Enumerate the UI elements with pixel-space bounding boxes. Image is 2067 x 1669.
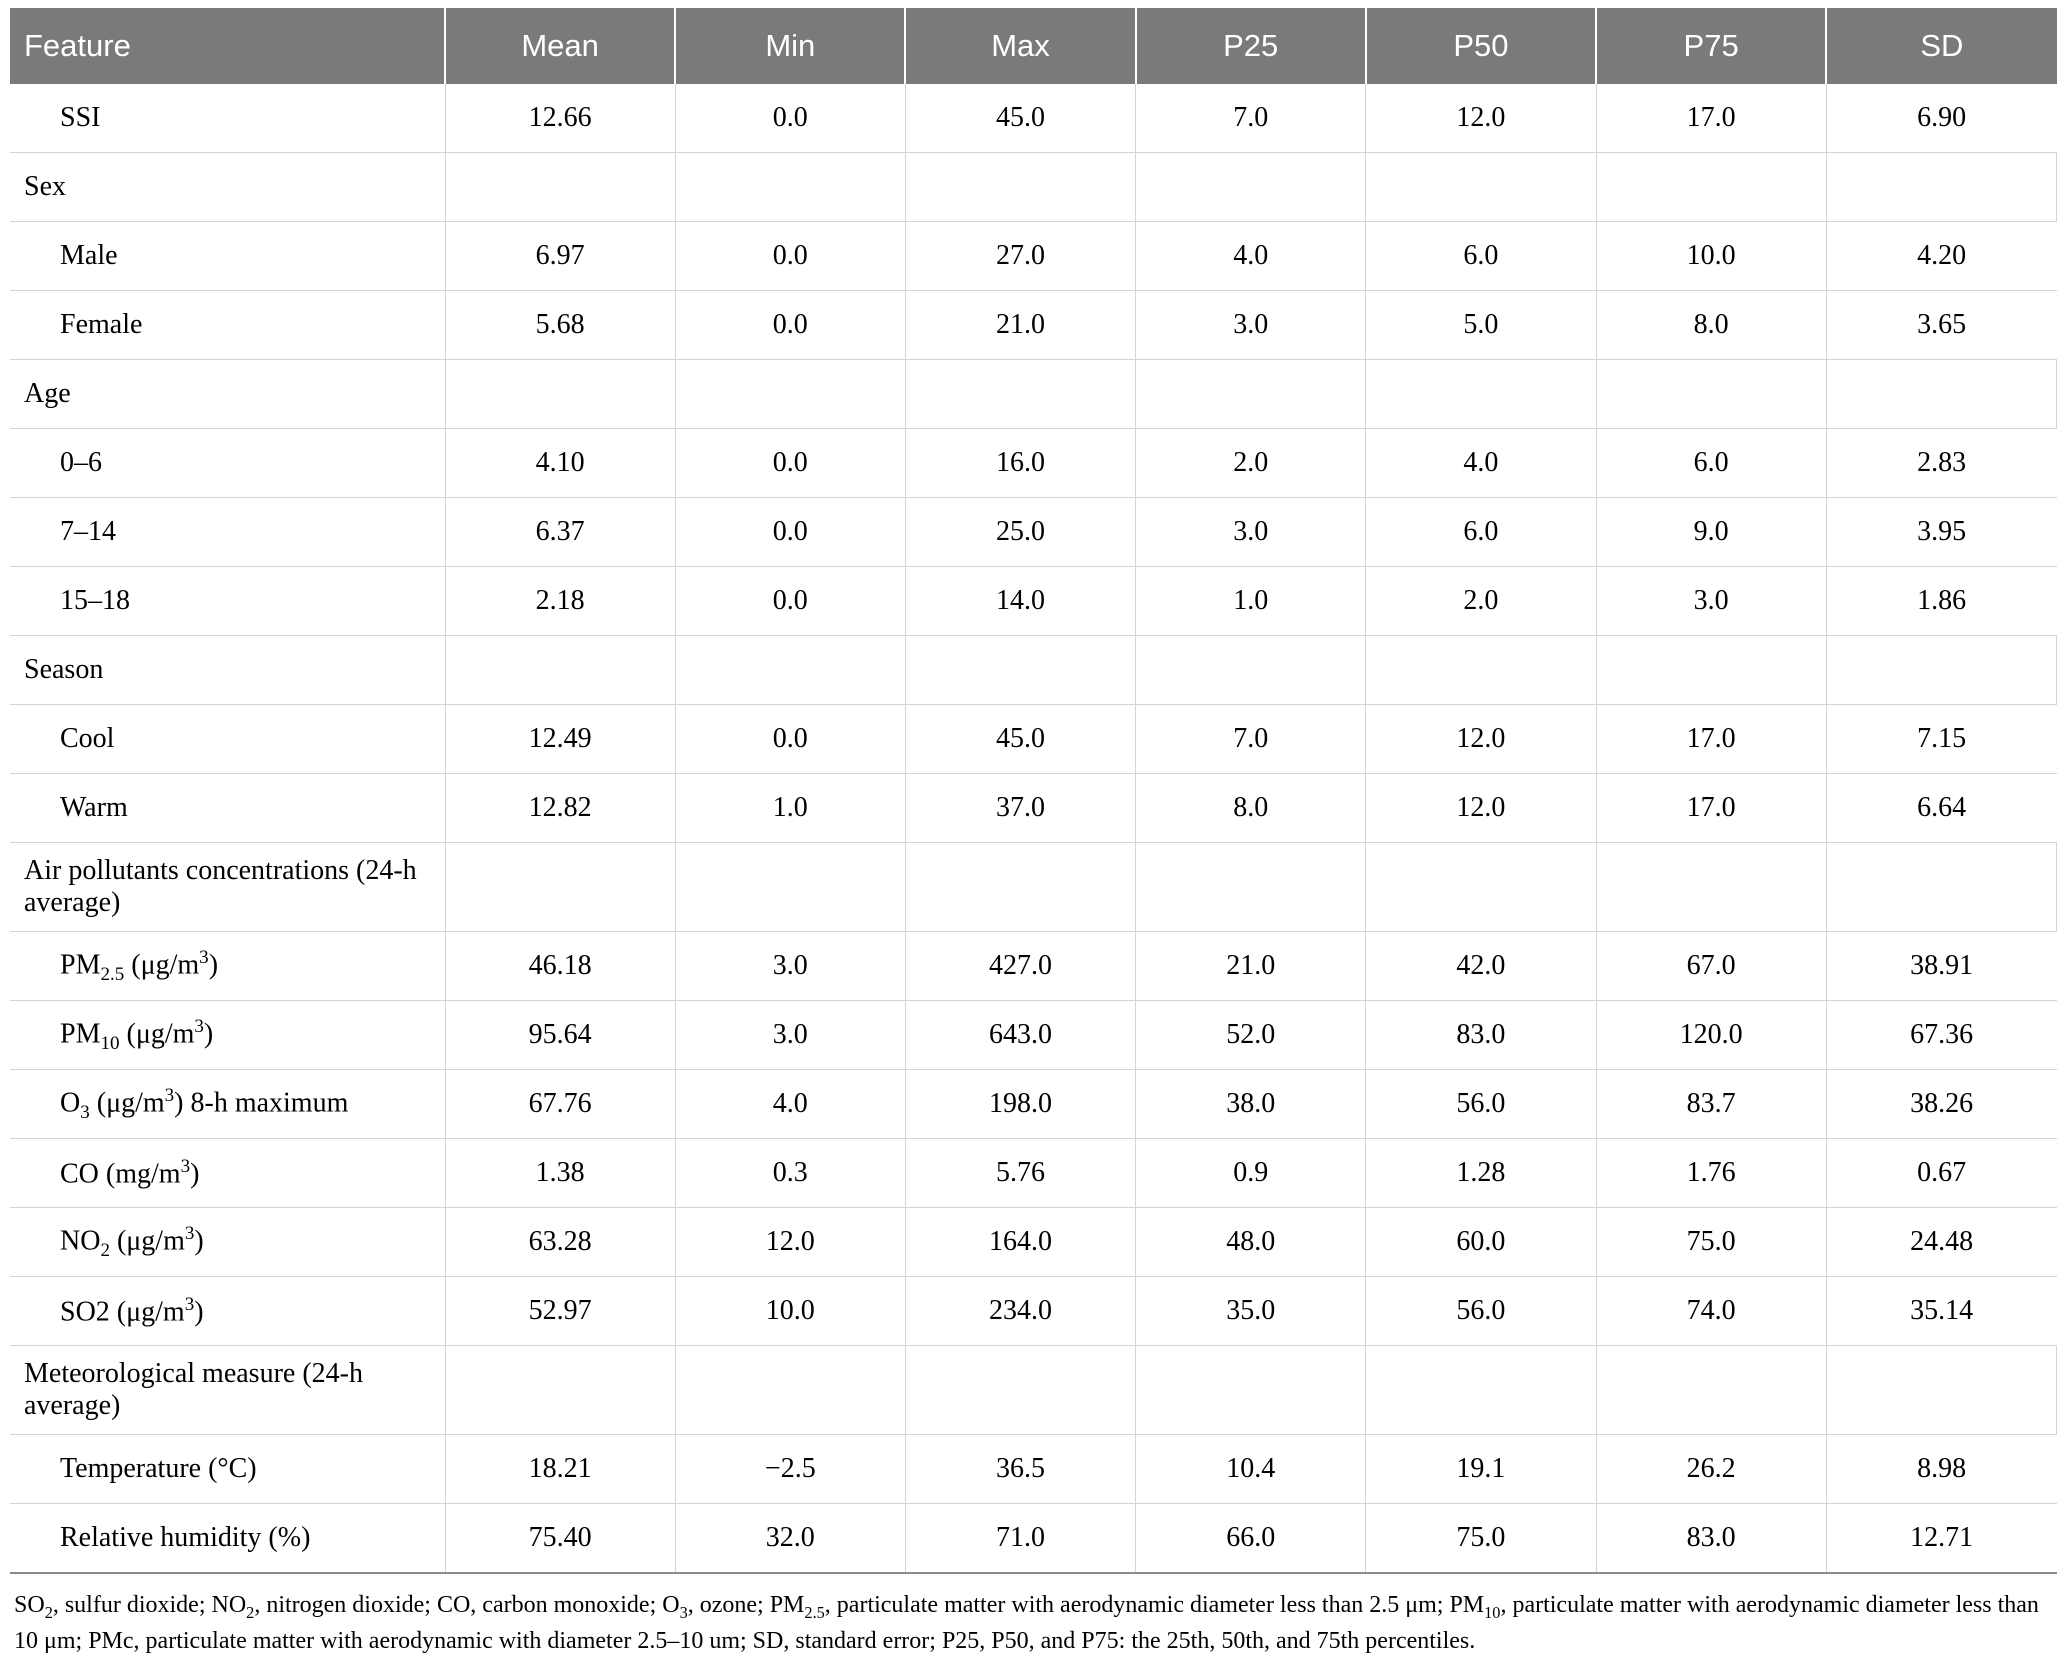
cell-mean: 75.40	[445, 1504, 675, 1574]
cell-p75: 3.0	[1596, 567, 1826, 636]
cell-p50: 19.1	[1366, 1435, 1596, 1504]
cell-mean: 52.97	[445, 1277, 675, 1346]
cell-p75: 9.0	[1596, 498, 1826, 567]
row-label: Cool	[10, 705, 445, 774]
cell-p50	[1366, 153, 1596, 222]
cell-sd: 7.15	[1826, 705, 2056, 774]
cell-p50	[1366, 843, 1596, 932]
cell-p25: 52.0	[1136, 1001, 1366, 1070]
cell-sd: 6.64	[1826, 774, 2056, 843]
cell-p25	[1136, 636, 1366, 705]
cell-max: 427.0	[905, 932, 1135, 1001]
cell-p50	[1366, 636, 1596, 705]
row-label: 7–14	[10, 498, 445, 567]
cell-mean: 1.38	[445, 1139, 675, 1208]
cell-mean	[445, 153, 675, 222]
column-header-feature: Feature	[10, 8, 445, 84]
table-group-row	[10, 360, 2057, 429]
cell-min: 12.0	[675, 1208, 905, 1277]
table-group-row	[10, 1346, 2057, 1435]
cell-p50	[1366, 360, 1596, 429]
cell-p50: 6.0	[1366, 498, 1596, 567]
cell-sd	[1826, 360, 2056, 429]
cell-p75: 75.0	[1596, 1208, 1826, 1277]
cell-p75: 26.2	[1596, 1435, 1826, 1504]
cell-min	[675, 153, 905, 222]
cell-p50: 5.0	[1366, 291, 1596, 360]
row-label: Female	[10, 291, 445, 360]
table-group-row	[10, 636, 2057, 705]
cell-p25: 8.0	[1136, 774, 1366, 843]
cell-p25: 1.0	[1136, 567, 1366, 636]
column-header-p75: P75	[1596, 8, 1826, 84]
cell-min: 32.0	[675, 1504, 905, 1574]
cell-p25	[1136, 843, 1366, 932]
cell-sd: 3.65	[1826, 291, 2056, 360]
cell-p50: 12.0	[1366, 774, 1596, 843]
cell-max	[905, 360, 1135, 429]
cell-p75	[1596, 843, 1826, 932]
cell-p75	[1596, 636, 1826, 705]
cell-p75: 17.0	[1596, 705, 1826, 774]
cell-p75: 1.76	[1596, 1139, 1826, 1208]
cell-max: 164.0	[905, 1208, 1135, 1277]
cell-sd: 2.83	[1826, 429, 2056, 498]
cell-p25: 38.0	[1136, 1070, 1366, 1139]
cell-min: 10.0	[675, 1277, 905, 1346]
row-label: Season	[10, 636, 445, 705]
table-row	[10, 1001, 2057, 1070]
cell-min: 4.0	[675, 1070, 905, 1139]
cell-mean	[445, 1346, 675, 1435]
cell-p50: 83.0	[1366, 1001, 1596, 1070]
cell-p50: 6.0	[1366, 222, 1596, 291]
cell-max: 198.0	[905, 1070, 1135, 1139]
cell-p50: 56.0	[1366, 1277, 1596, 1346]
cell-p75: 83.0	[1596, 1504, 1826, 1574]
cell-p75: 6.0	[1596, 429, 1826, 498]
cell-min: 0.0	[675, 429, 905, 498]
cell-p25: 66.0	[1136, 1504, 1366, 1574]
cell-max	[905, 153, 1135, 222]
cell-mean: 12.82	[445, 774, 675, 843]
cell-p75: 120.0	[1596, 1001, 1826, 1070]
row-label: SO2 $(\mu g/m^3)$	[10, 1277, 445, 1346]
table-row	[10, 1208, 2057, 1277]
cell-sd: 35.14	[1826, 1277, 2056, 1346]
column-header-sd: SD	[1826, 8, 2056, 84]
cell-mean: 18.21	[445, 1435, 675, 1504]
cell-min	[675, 636, 905, 705]
cell-mean	[445, 636, 675, 705]
column-header-min: Min	[675, 8, 905, 84]
cell-sd	[1826, 153, 2056, 222]
cell-p50: 1.28	[1366, 1139, 1596, 1208]
table-header	[10, 8, 2057, 84]
cell-p50	[1366, 1346, 1596, 1435]
cell-max	[905, 1346, 1135, 1435]
row-label: $PM_{10}$ $(\mu g/m^3)$	[10, 1001, 445, 1070]
cell-p25: 4.0	[1136, 222, 1366, 291]
cell-p75: 17.0	[1596, 84, 1826, 153]
cell-sd: 1.86	[1826, 567, 2056, 636]
table-row	[10, 1504, 2057, 1574]
cell-sd: 24.48	[1826, 1208, 2056, 1277]
cell-mean: 12.49	[445, 705, 675, 774]
table-row	[10, 1277, 2057, 1346]
row-label: 15–18	[10, 567, 445, 636]
cell-p75: 8.0	[1596, 291, 1826, 360]
cell-p50: 75.0	[1366, 1504, 1596, 1574]
row-label: CO $(mg/m^3)$	[10, 1139, 445, 1208]
cell-p50: 4.0	[1366, 429, 1596, 498]
cell-p25: 35.0	[1136, 1277, 1366, 1346]
cell-p25: 2.0	[1136, 429, 1366, 498]
table-body	[10, 84, 2057, 1573]
row-label: Air pollutants concentrations (24-h average)	[10, 843, 445, 932]
cell-min: 0.0	[675, 567, 905, 636]
cell-sd: 6.90	[1826, 84, 2056, 153]
cell-mean: 4.10	[445, 429, 675, 498]
cell-mean	[445, 360, 675, 429]
cell-p25: 10.4	[1136, 1435, 1366, 1504]
cell-p50: 56.0	[1366, 1070, 1596, 1139]
row-label: Relative humidity (%)	[10, 1504, 445, 1574]
cell-p75: 17.0	[1596, 774, 1826, 843]
row-label: $NO_2$ $(\mu g/m^3)$	[10, 1208, 445, 1277]
cell-sd: 0.67	[1826, 1139, 2056, 1208]
cell-max: 25.0	[905, 498, 1135, 567]
cell-p25: 48.0	[1136, 1208, 1366, 1277]
cell-min: 0.0	[675, 222, 905, 291]
cell-p50: 12.0	[1366, 84, 1596, 153]
cell-mean: 12.66	[445, 84, 675, 153]
cell-p75: 67.0	[1596, 932, 1826, 1001]
table-row	[10, 1139, 2057, 1208]
table-row	[10, 429, 2057, 498]
cell-p25	[1136, 360, 1366, 429]
cell-sd: 8.98	[1826, 1435, 2056, 1504]
row-label: SSI	[10, 84, 445, 153]
cell-mean: 6.37	[445, 498, 675, 567]
table-row	[10, 567, 2057, 636]
descriptive-statistics-table	[10, 8, 2057, 1574]
cell-sd: 4.20	[1826, 222, 2056, 291]
table-row	[10, 705, 2057, 774]
row-label: Meteorological measure (24-h average)	[10, 1346, 445, 1435]
cell-mean: 6.97	[445, 222, 675, 291]
row-label: Age	[10, 360, 445, 429]
column-header-max: Max	[905, 8, 1135, 84]
cell-p25: 7.0	[1136, 84, 1366, 153]
column-header-p50: P50	[1366, 8, 1596, 84]
cell-sd: 67.36	[1826, 1001, 2056, 1070]
cell-min: 0.0	[675, 498, 905, 567]
cell-mean	[445, 843, 675, 932]
cell-max: 45.0	[905, 705, 1135, 774]
row-label: Temperature (°C)	[10, 1435, 445, 1504]
cell-p25: 7.0	[1136, 705, 1366, 774]
table-group-row	[10, 843, 2057, 932]
cell-p25	[1136, 1346, 1366, 1435]
cell-p75	[1596, 360, 1826, 429]
table-row	[10, 1435, 2057, 1504]
cell-p50: 42.0	[1366, 932, 1596, 1001]
cell-sd: 3.95	[1826, 498, 2056, 567]
cell-min: 3.0	[675, 1001, 905, 1070]
cell-sd	[1826, 1346, 2056, 1435]
table-row	[10, 932, 2057, 1001]
cell-p25: 0.9	[1136, 1139, 1366, 1208]
cell-p25: 21.0	[1136, 932, 1366, 1001]
cell-p50: 2.0	[1366, 567, 1596, 636]
cell-max: 27.0	[905, 222, 1135, 291]
cell-min	[675, 843, 905, 932]
cell-max: 71.0	[905, 1504, 1135, 1574]
row-label: 0–6	[10, 429, 445, 498]
cell-min	[675, 1346, 905, 1435]
cell-p75: 10.0	[1596, 222, 1826, 291]
row-label: Warm	[10, 774, 445, 843]
cell-max: 21.0	[905, 291, 1135, 360]
table-row	[10, 291, 2057, 360]
row-label: $PM_{2.5}$ $(\mu g/m^3)$	[10, 932, 445, 1001]
cell-mean: 46.18	[445, 932, 675, 1001]
row-label: Sex	[10, 153, 445, 222]
cell-max: 14.0	[905, 567, 1135, 636]
cell-max: 16.0	[905, 429, 1135, 498]
cell-max: 234.0	[905, 1277, 1135, 1346]
cell-p75	[1596, 153, 1826, 222]
table-group-row	[10, 153, 2057, 222]
cell-max: 5.76	[905, 1139, 1135, 1208]
cell-mean: 67.76	[445, 1070, 675, 1139]
cell-min: 0.0	[675, 705, 905, 774]
cell-sd	[1826, 636, 2056, 705]
cell-p25: 3.0	[1136, 498, 1366, 567]
cell-sd: 38.91	[1826, 932, 2056, 1001]
table-row	[10, 222, 2057, 291]
cell-min: 0.0	[675, 291, 905, 360]
cell-p50: 60.0	[1366, 1208, 1596, 1277]
table-header-row	[10, 8, 2057, 84]
table-row	[10, 84, 2057, 153]
cell-sd: 38.26	[1826, 1070, 2056, 1139]
row-label: Male	[10, 222, 445, 291]
cell-min: 1.0	[675, 774, 905, 843]
cell-p75: 83.7	[1596, 1070, 1826, 1139]
cell-mean: 95.64	[445, 1001, 675, 1070]
column-header-mean: Mean	[445, 8, 675, 84]
cell-p75	[1596, 1346, 1826, 1435]
cell-max: 37.0	[905, 774, 1135, 843]
cell-p50: 12.0	[1366, 705, 1596, 774]
cell-min: 0.0	[675, 84, 905, 153]
cell-max	[905, 636, 1135, 705]
table-row	[10, 498, 2057, 567]
row-label: $O_3$ $(\mu g/m^3)$ 8-h maximum	[10, 1070, 445, 1139]
cell-mean: 63.28	[445, 1208, 675, 1277]
cell-p25	[1136, 153, 1366, 222]
cell-min: 0.3	[675, 1139, 905, 1208]
cell-max	[905, 843, 1135, 932]
table-footnote: $SO_2$, sulfur dioxide; $NO_2$, nitrogen dioxide; CO, carbon monoxide; $O_3$, ozone; $PM_{2.5}$, particulate matter with aerodynamic diameter less than 2.5 μm; $PM_{10}$, particulate matter with aerodynamic diameter less than 10 μm; PMc, particulate matter with aerodynamic with diameter 2.5–10 um; SD, standard error; P25, P50, and P75: the 25th, 50th, and 75th percentiles.	[14, 1592, 2039, 1655]
cell-mean: 2.18	[445, 567, 675, 636]
column-header-p25: P25	[1136, 8, 1366, 84]
cell-p75: 74.0	[1596, 1277, 1826, 1346]
cell-sd	[1826, 843, 2056, 932]
table-row	[10, 1070, 2057, 1139]
table-row	[10, 774, 2057, 843]
cell-min	[675, 360, 905, 429]
cell-max: 36.5	[905, 1435, 1135, 1504]
cell-max: 643.0	[905, 1001, 1135, 1070]
cell-sd: 12.71	[1826, 1504, 2056, 1574]
cell-max: 45.0	[905, 84, 1135, 153]
cell-mean: 5.68	[445, 291, 675, 360]
cell-p25: 3.0	[1136, 291, 1366, 360]
cell-min: −2.5	[675, 1435, 905, 1504]
cell-min: 3.0	[675, 932, 905, 1001]
